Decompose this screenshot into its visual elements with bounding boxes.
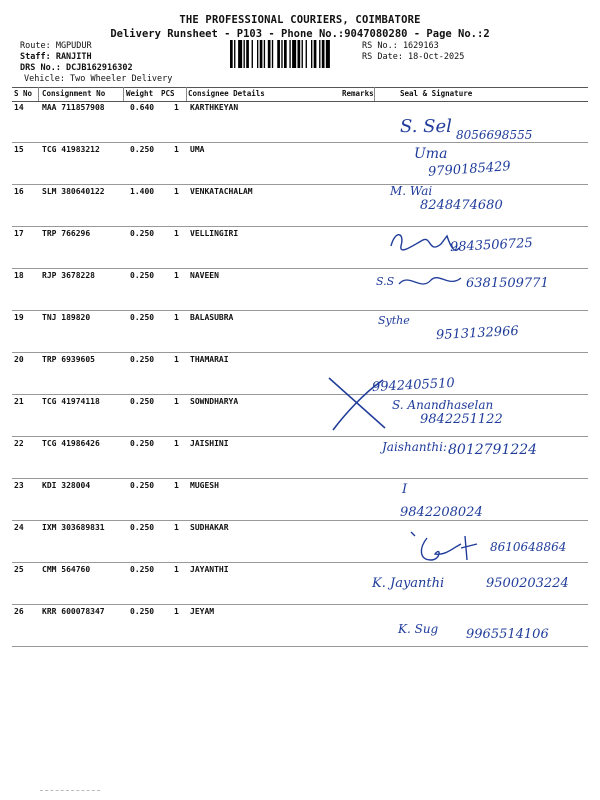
divider [38,87,39,101]
barcode-icon [230,40,360,68]
row-weight: 0.250 [130,313,155,322]
row-pcs: 1 [174,565,179,574]
signature-handwriting: I [402,482,408,497]
row-consignee: KARTHKEYAN [190,103,239,112]
col-seal-signature: Seal & Signature [400,89,473,98]
row-sno: 25 [14,565,24,574]
phone-handwriting: 9790185429 [427,159,512,180]
row-sno: 26 [14,607,24,616]
row-consignment: CMM 564760 [42,565,91,574]
row-weight: 0.250 [130,481,155,490]
row-consignment: SLM 380640122 [42,187,105,196]
row-weight: 0.250 [130,565,155,574]
row-pcs: 1 [174,439,179,448]
phone-handwriting: 9842208024 [400,505,483,520]
col-sno: S No [14,89,33,98]
row-consignment: TRP 766296 [42,229,91,238]
signature-handwriting: S. Sel [400,116,452,137]
row-weight: 0.250 [130,271,155,280]
signature-scribble [395,268,465,294]
row-consignee: JAYANTHI [190,565,229,574]
row-sno: 22 [14,439,24,448]
runsheet-subtitle: Delivery Runsheet - P103 - Phone No.:9047080280 - Page No.:2 [110,28,490,40]
row-pcs: 1 [174,103,179,112]
signature-handwriting: M. Wai [390,184,433,198]
drs-label: DRS No.: DCJB162916302 [20,63,133,73]
row-weight: 0.250 [130,229,155,238]
row-pcs: 1 [174,271,179,280]
col-remarks: Remarks [342,89,374,98]
signature-handwriting: K. Sug [398,622,439,636]
route-label: Route: MGPUDUR [20,41,92,51]
row-weight: 0.250 [130,523,155,532]
phone-handwriting: 9843506725 [449,235,534,256]
phone-handwriting: 9842251122 [420,412,503,427]
phone-handwriting: 9942405510 [371,375,456,396]
phone-handwriting: 9500203224 [486,576,569,591]
row-consignment: TCG 41986426 [42,439,100,448]
row-sno: 15 [14,145,24,154]
row-sno: 19 [14,313,24,322]
phone-handwriting: 8012791224 [448,442,538,458]
row-consignment: KDI 328004 [42,481,91,490]
signature-handwriting: S. Anandhaselan [392,398,494,412]
row-sno: 23 [14,481,24,490]
col-consignee: Consignee Details [188,89,265,98]
footer-mark [40,790,100,792]
row-pcs: 1 [174,229,179,238]
rs-number: RS No.: 1629163 [362,41,439,51]
row-sno: 18 [14,271,24,280]
row-pcs: 1 [174,607,179,616]
rs-date: RS Date: 18-Oct-2025 [362,52,465,62]
row-pcs: 1 [174,523,179,532]
phone-handwriting: 8248474680 [420,198,503,213]
row-consignee: BALASUBRA [190,313,234,322]
row-weight: 0.250 [130,439,155,448]
row-pcs: 1 [174,145,179,154]
row-consignee: JAISHINI [190,439,229,448]
col-consignment: Consignment No [42,89,106,98]
table-row [12,352,588,395]
row-pcs: 1 [174,397,179,406]
row-consignee: MUGESH [190,481,219,490]
signature-handwriting: Uma [414,146,448,162]
row-weight: 1.400 [130,187,155,196]
table-row [12,478,588,521]
row-consignment: KRR 600078347 [42,607,105,616]
row-consignee: SOWNDHARYA [190,397,239,406]
row-consignment: TRP 6939605 [42,355,95,364]
row-weight: 0.250 [130,397,155,406]
row-weight: 0.250 [130,607,155,616]
phone-handwriting: 6381509771 [466,276,549,291]
row-consignee: VELLINGIRI [190,229,239,238]
row-consignment: IXM 303689831 [42,523,105,532]
row-consignee: SUDHAKAR [190,523,229,532]
row-pcs: 1 [174,481,179,490]
row-consignee: JEYAM [190,607,215,616]
col-weight: Weight [126,89,154,98]
row-sno: 17 [14,229,24,238]
signature-handwriting: S.S [376,275,395,288]
row-consignee: NAVEEN [190,271,219,280]
row-consignee: UMA [190,145,205,154]
col-pcs: PCS [161,89,175,98]
signature-handwriting: Jaishanthi: [382,440,448,454]
row-consignment: RJP 3678228 [42,271,95,280]
row-sno: 24 [14,523,24,532]
row-weight: 0.250 [130,145,155,154]
staff-label: Staff: RANJITH [20,52,92,62]
row-weight: 0.640 [130,103,155,112]
row-consignment: TNJ 189820 [42,313,91,322]
divider [123,87,124,101]
row-consignee: THAMARAI [190,355,229,364]
row-sno: 21 [14,397,24,406]
phone-handwriting: 8056698555 [456,128,533,142]
row-pcs: 1 [174,187,179,196]
row-sno: 20 [14,355,24,364]
vehicle-label: Vehicle: Two Wheeler Delivery [24,74,173,84]
row-sno: 14 [14,103,24,112]
row-consignment: MAA 711857908 [42,103,105,112]
phone-handwriting: 8610648864 [490,540,567,554]
row-consignment: TCG 41974118 [42,397,100,406]
phone-handwriting: 9965514106 [466,627,549,642]
row-pcs: 1 [174,355,179,364]
row-pcs: 1 [174,313,179,322]
signature-handwriting: Sythe [378,314,410,327]
row-consignment: TCG 41983212 [42,145,100,154]
signature-handwriting: K. Jayanthi [372,576,445,591]
phone-handwriting: 9513132966 [435,323,520,344]
row-consignee: VENKATACHALAM [190,187,253,196]
company-title: THE PROFESSIONAL COURIERS, COIMBATORE [179,14,421,26]
divider [186,87,187,101]
row-sno: 16 [14,187,24,196]
divider [374,87,375,101]
row-weight: 0.250 [130,355,155,364]
signature-scribble [405,526,485,572]
